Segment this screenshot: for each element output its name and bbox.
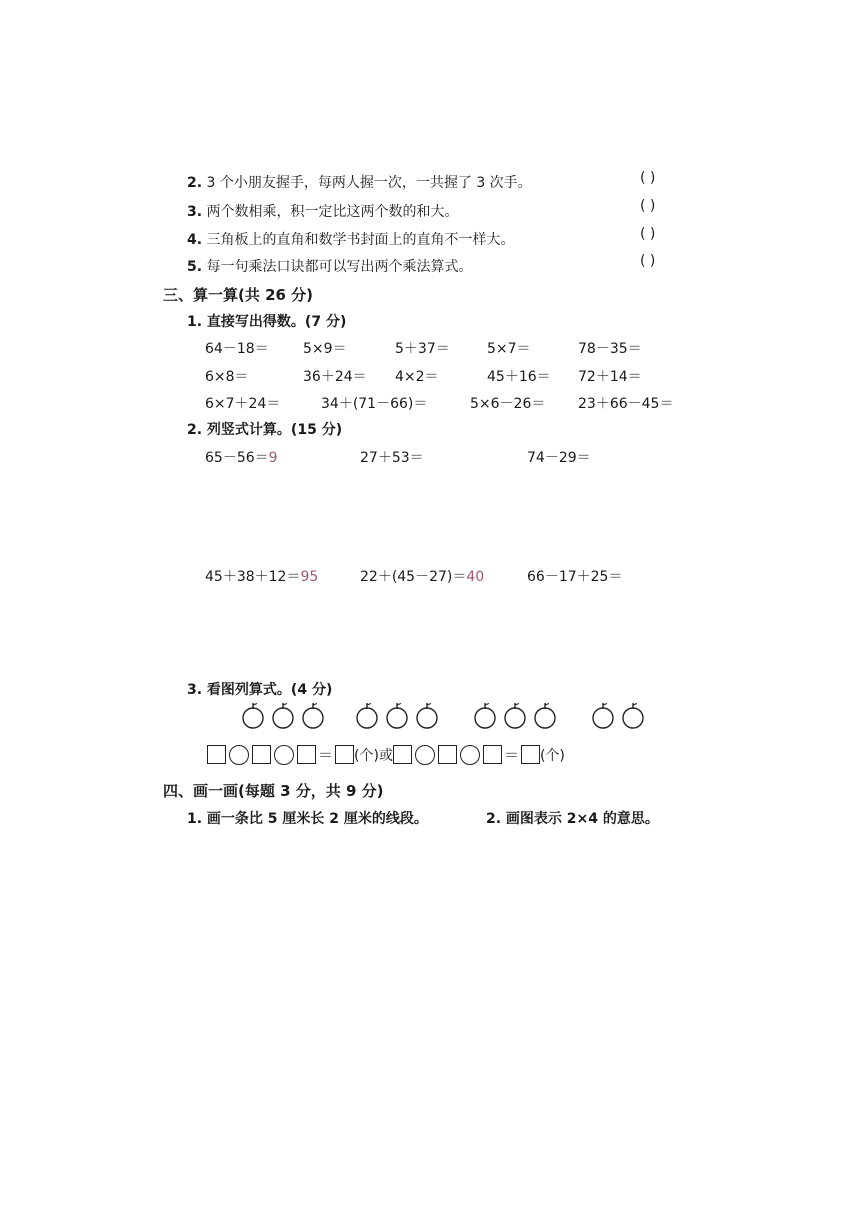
- apple-icon: [505, 703, 525, 728]
- equals-sign: ＝: [318, 746, 334, 764]
- operator-circle[interactable]: [229, 745, 249, 765]
- calc-3-1: 6×7＋24＝: [205, 396, 281, 412]
- judge-item-5: 5. 每一句乘法口诀都可以写出两个乘法算式。: [187, 259, 473, 275]
- vertical-calc-2: 27＋53＝: [360, 450, 424, 466]
- calc-2-2: 36＋24＝: [303, 369, 367, 385]
- answer-paren-4[interactable]: ( ): [640, 226, 656, 242]
- vertical-calc-4: 45＋38＋12＝95: [205, 569, 319, 585]
- calc-2-3: 4×2＝: [395, 369, 439, 385]
- calc-1-5: 78－35＝: [578, 341, 642, 357]
- calc-3-2: 34＋(71－66)＝: [321, 396, 428, 412]
- vertical-calc-1: 65－56＝9: [205, 450, 278, 466]
- q2-title: 2. 列竖式计算。(15 分): [187, 422, 343, 438]
- unit-label: (个): [354, 747, 379, 764]
- apple-icon: [593, 703, 613, 728]
- calc-2-1: 6×8＝: [205, 369, 249, 385]
- answer-box[interactable]: [252, 745, 271, 764]
- section-3-title: 三、算一算(共 26 分): [163, 286, 314, 304]
- operator-circle[interactable]: [274, 745, 294, 765]
- judge-item-3: 3. 两个数相乘，积一定比这两个数的和大。: [187, 204, 459, 220]
- vertical-calc-5: 22＋(45－27)＝40: [360, 569, 485, 585]
- draw-q1: 1. 画一条比 5 厘米长 2 厘米的线段。: [187, 811, 428, 827]
- apple-icon: [417, 703, 437, 728]
- result-box[interactable]: [521, 745, 540, 764]
- apple-icon: [535, 703, 555, 728]
- calc-2-5: 72＋14＝: [578, 369, 642, 385]
- unit-label: (个): [539, 747, 565, 764]
- equals-sign: ＝: [503, 746, 519, 764]
- operator-circle[interactable]: [460, 745, 480, 765]
- calc-1-1: 64－18＝: [205, 341, 269, 357]
- apple-icon: [303, 703, 323, 728]
- answer-paren-2[interactable]: ( ): [640, 170, 656, 186]
- answer-box[interactable]: [393, 745, 412, 764]
- handwritten-answer: 95: [300, 569, 319, 585]
- answer-paren-3[interactable]: ( ): [640, 198, 656, 214]
- answer-paren-5[interactable]: ( ): [640, 253, 656, 269]
- answer-box[interactable]: [483, 745, 502, 764]
- q1-title: 1. 直接写出得数。(7 分): [187, 314, 347, 330]
- apple-group-1: [243, 703, 323, 728]
- calc-2-4: 45＋16＝: [487, 369, 551, 385]
- answer-box[interactable]: [438, 745, 457, 764]
- vertical-calc-3: 74－29＝: [527, 450, 591, 466]
- vertical-calc-6: 66－17＋25＝: [527, 569, 623, 585]
- apple-groups: [236, 700, 656, 734]
- apple-icon: [273, 703, 293, 728]
- answer-box[interactable]: [207, 745, 226, 764]
- handwritten-answer: 9: [268, 450, 278, 466]
- apple-group-3: [475, 703, 555, 728]
- calc-1-3: 5＋37＝: [395, 341, 450, 357]
- apple-icon: [243, 703, 263, 728]
- q3-title: 3. 看图列算式。(4 分): [187, 682, 333, 698]
- apple-icon: [387, 703, 407, 728]
- result-box[interactable]: [335, 745, 354, 764]
- operator-circle[interactable]: [415, 745, 435, 765]
- apple-icon: [623, 703, 643, 728]
- apple-group-4: [593, 703, 643, 728]
- calc-3-4: 23＋66－45＝: [578, 396, 674, 412]
- calc-1-4: 5×7＝: [487, 341, 531, 357]
- answer-box[interactable]: [297, 745, 316, 764]
- calc-3-3: 5×6－26＝: [470, 396, 546, 412]
- equation-row: [207, 744, 565, 765]
- calc-1-2: 5×9＝: [303, 341, 347, 357]
- draw-q2: 2. 画图表示 2×4 的意思。: [486, 811, 659, 827]
- handwritten-answer: 40: [466, 569, 485, 585]
- judge-item-4: 4. 三角板上的直角和数学书封面上的直角不一样大。: [187, 232, 515, 248]
- apple-icon: [357, 703, 377, 728]
- section-4-title: 四、画一画(每题 3 分，共 9 分): [163, 782, 384, 800]
- or-label: 或: [378, 747, 393, 764]
- judge-item-2: 2. 3 个小朋友握手，每两人握一次，一共握了 3 次手。: [187, 175, 532, 191]
- apple-icon: [475, 703, 495, 728]
- apple-group-2: [357, 703, 437, 728]
